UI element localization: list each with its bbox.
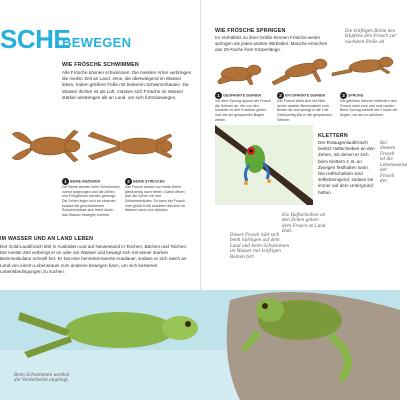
jump-step-2-text: Der Frosch stößt sich mit Hilfe seiner starken Beinmuskeln vom Boden ab und springt in die Luft. Gleichzeitig löst er die gespannten Sehnen. <box>277 99 332 122</box>
step-number-3: 3 <box>340 92 347 99</box>
step-number-1: 1 <box>62 178 69 185</box>
page-gutter <box>200 0 201 290</box>
page-title-sub: BEWEGEN <box>62 35 132 50</box>
swim-heading: WIE FRÖSCHE SCHWIMMEN <box>62 62 139 68</box>
jump-note: Die kräftigen Beine des Hüpfens den Frosch zur nächsten Stelle ab <box>345 28 397 44</box>
swim-step-1-text: Die Beine werden beim Schwimmen zuerst angezogen und die Zehen und Fußgelenke werden gebeugt. Die Zehen legen sich an einander, sodass die geschlossenen Schwimmhäute sich leicht durch das Wasser bewegen können. <box>62 185 120 218</box>
jump-step-2 <box>277 92 333 122</box>
climb-side-note: Bei diesem Frosch ist die Lebensweise der Frosch der. <box>380 140 407 184</box>
jump-body: Im Verhältnis zu ihrer Größe können Frösche weiter springen als jedes andere Wirbeltier. Manche erreichen das 20-Fache ihrer Körperlänge. <box>215 35 328 53</box>
jump-step-1-title: GESPANNTE SEHNEN <box>223 93 262 98</box>
jumping-frog-2 <box>272 59 327 85</box>
swimming-frogs-illustration <box>0 118 200 178</box>
frog-jump-note: Dieser Frosch hält sich beim Springen auf dem Land und beim Schwimmen im Wasser mit kräftigen Beinen fort. <box>230 232 290 259</box>
land-body: Der Gold-Laubfrosch lebt in Australien und auf Neuseeland in Teichen, Bächen und Teichen. Die meiste Zeit verbringt er im oder am Wasser und bewegt sich mit seiner starken Beinmuskulatur schnell fort. Er hat eine bemerkenswerte Ausdauer, sodass er sich rasch an Land von einem Lebensraum zum anderen bewegen kann, um sich besseren Lebensbedingungen zu suchen. <box>0 244 188 274</box>
swim-note: Beim Schwimmen werden die Vorderbeine angelegt. <box>14 372 70 383</box>
swim-step-2 <box>125 178 185 213</box>
jumping-frogs-illustration <box>212 52 400 88</box>
step-number-1: 1 <box>215 92 222 99</box>
step-number-2: 2 <box>277 92 284 99</box>
water-frog-photo <box>0 290 400 400</box>
swimming-frog-2 <box>88 132 172 160</box>
step-number-2: 2 <box>125 178 132 185</box>
swim-step-1-title: BEINE ANZIEHEN <box>70 179 101 184</box>
climb-heading: KLETTERN <box>318 133 348 139</box>
swim-step-1 <box>62 178 120 218</box>
swim-step-2-text: Der Frosch streckt nun beide Beine gleichzeitig nach hinten. Dabei öffnen sich die Zehen mit den Schwimmhäuten. So kann der Frosch eine große Kraft ausüben und sich im Wasser nach vorn drücken. <box>125 185 185 213</box>
land-heading: IM WASSER UND AN LAND LEBEN <box>0 236 94 242</box>
swim-step-2-title: BEINE STRECKEN <box>133 179 165 184</box>
jump-step-3-text: Die gelösten Sehnen befördern den Frosch nach vorn und noch weiter. Beim Sprung schießt der Frosch die Augen, um sie zu schützen. <box>340 99 398 118</box>
jump-step-1 <box>215 92 271 122</box>
jumping-frog-1 <box>218 65 261 85</box>
jump-step-1-text: Vor dem Sprung spannt der Frosch die Sehnen an, die von den Muskeln zu den Knochen gehen und wie ein gespanntes Bogen wirken. <box>215 99 271 122</box>
climbing-frog-photo <box>215 125 313 205</box>
swimming-frog-1 <box>12 130 80 162</box>
toe-pads-note: Die Haftscheiben an den Zehen geben dem Frosch an Land Halt. <box>282 212 326 234</box>
page-title-main: SCHE <box>0 24 71 54</box>
jumping-frog-3 <box>332 57 393 76</box>
jump-step-3-title: SPRUNG <box>348 93 364 98</box>
jump-step-2-title: ENTSPANNTE SEHNEN <box>285 93 326 98</box>
jump-heading: WIE FRÖSCHE SPRINGEN <box>215 28 286 34</box>
jump-step-3 <box>340 92 398 118</box>
climb-body: Der Rotaugenlaubfrosch besitzt Haftscheiben an den Zehen, mit denen er sich beim Klettern z. B. an Zweigen festhalten kann. Die Haftscheiben sind selbstreinigend, sodass sie immer auf dem Untergrund haften. <box>318 140 375 195</box>
swim-body: Alle Frösche können schwimmen. Die meisten Arten verbringen die meiste Zeit an Land. Jene, die überwiegend im Wasser leben, haben größere Füße mit breiteren Schwimmhäuten. Da Wasser dichter ist als Luft, müssen sich Frösche im Wasser stärker anstrengen als an Land, um sich fortzubewegen. <box>62 70 192 100</box>
